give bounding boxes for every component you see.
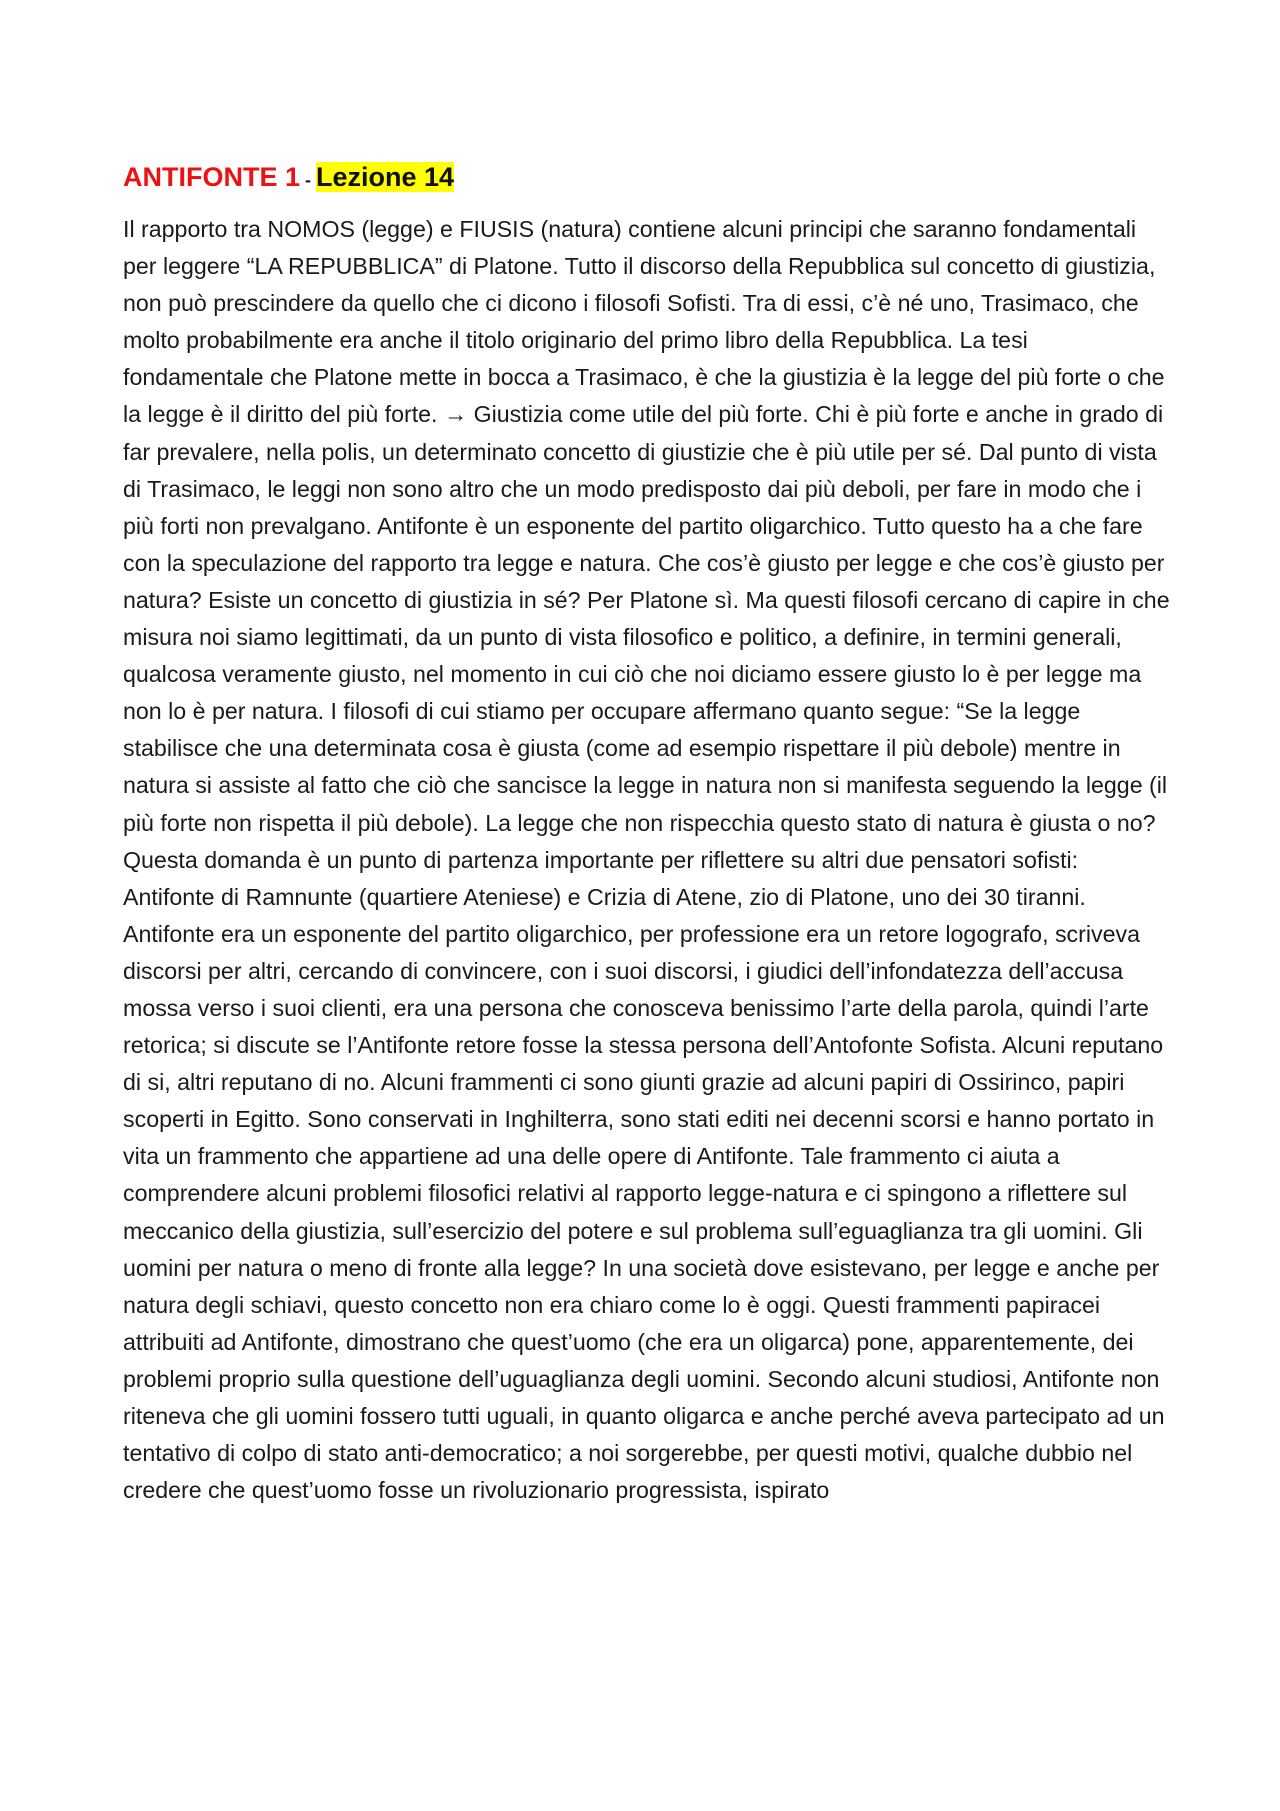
heading-lesson-label: Lezione 14 bbox=[316, 162, 455, 192]
body-paragraph-1: Il rapporto tra NOMOS (legge) e FIUSIS (natura) contiene alcuni principi che saranno fondamentali per leggere “LA REPUBBLICA” di Platone. Tutto il discorso della Repubblica sul concetto di giustizia, non può prescindere da quello che ci dicono i filosofi Sofisti. Tra di essi, c’è né uno, Trasimaco, che molto probabilmente era anche il titolo originario del primo libro della Repubblica. La tesi fondamentale che Platone mette in bocca a Trasimaco, è che la giustizia è la legge del più forte o che la legge è il diritto del più forte. → Giustizia come utile del più forte. Chi è più forte e anche in grado di far prevalere, nella polis, un determinato concetto di giustizie che è più utile per sé. Dal punto di vista di Trasimaco, le leggi non sono altro che un modo predisposto dai più deboli, per fare in modo che i più forti non prevalgano. Antifonte è un esponente del partito oligarchico. Tutto questo ha a che fare con la speculazione del rapporto tra legge e natura. Che cos’è giusto per legge e che cos’è giusto per natura? Esiste un concetto di giustizia in sé? Per Platone sì. Ma questi filosofi cercano di capire in che misura noi siamo legittimati, da un punto di vista filosofico e politico, a definire, in termini generali, qualcosa veramente giusto, nel momento in cui ciò che noi diciamo essere giusto lo è per legge ma non lo è per natura. I filosofi di cui stiamo per occupare affermano quanto segue: “Se la legge stabilisce che una determinata cosa è giusta (come ad esempio rispettare il più debole) mentre in natura si assiste al fatto che ciò che sancisce la legge in natura non si manifesta seguendo la legge (il più forte non rispetta il più debole). La legge che non rispecchia questo stato di natura è giusta o no? Questa domanda è un punto di partenza importante per riflettere su altri due pensatori sofisti: Antifonte di Ramnunte (quartiere Ateniese) e Crizia di Atene, zio di Platone, uno dei 30 tiranni. bbox=[123, 216, 1170, 910]
heading-title: ANTIFONTE 1 bbox=[123, 162, 301, 192]
document-heading bbox=[123, 160, 1171, 197]
body-paragraph-2: Antifonte era un esponente del partito oligarchico, per professione era un retore logografo, scriveva discorsi per altri, cercando di convincere, con i suoi discorsi, i giudici dell’infondatezza dell’accusa mossa verso i suoi clienti, era una persona che conosceva benissimo l’arte della parola, quindi l’arte retorica; si discute se l’Antifonte retore fosse la stessa persona dell’Antofonte Sofista. Alcuni reputano di si, altri reputano di no. Alcuni frammenti ci sono giunti grazie ad alcuni papiri di Ossirinco, papiri scoperti in Egitto. Sono conservati in Inghilterra, sono stati editi nei decenni scorsi e hanno portato in vita un frammento che appartiene ad una delle opere di Antifonte. Tale frammento ci aiuta a comprendere alcuni problemi filosofici relativi al rapporto legge-natura e ci spingono a riflettere sul meccanico della giustizia, sull’esercizio del potere e sul problema sull’eguaglianza tra gli uomini. Gli uomini per natura o meno di fronte alla legge? In una società dove esistevano, per legge e anche per natura degli schiavi, questo concetto non era chiaro come lo è oggi. Questi frammenti papiracei attribuiti ad Antifonte, dimostrano che quest’uomo (che era un oligarca) pone, apparentemente, dei problemi proprio sulla questione dell’uguaglianza degli uomini. Secondo alcuni studiosi, Antifonte non riteneva che gli uomini fossero tutti uguali, in quanto oligarca e anche perché aveva partecipato ad un tentativo di colpo di stato anti-democratico; a noi sorgerebbe, per questi motivi, qualche dubbio nel credere che quest’uomo fosse un rivoluzionario progressista, ispirato bbox=[123, 920, 1165, 1504]
heading-separator: - bbox=[300, 170, 317, 190]
document-body bbox=[123, 160, 1171, 1509]
